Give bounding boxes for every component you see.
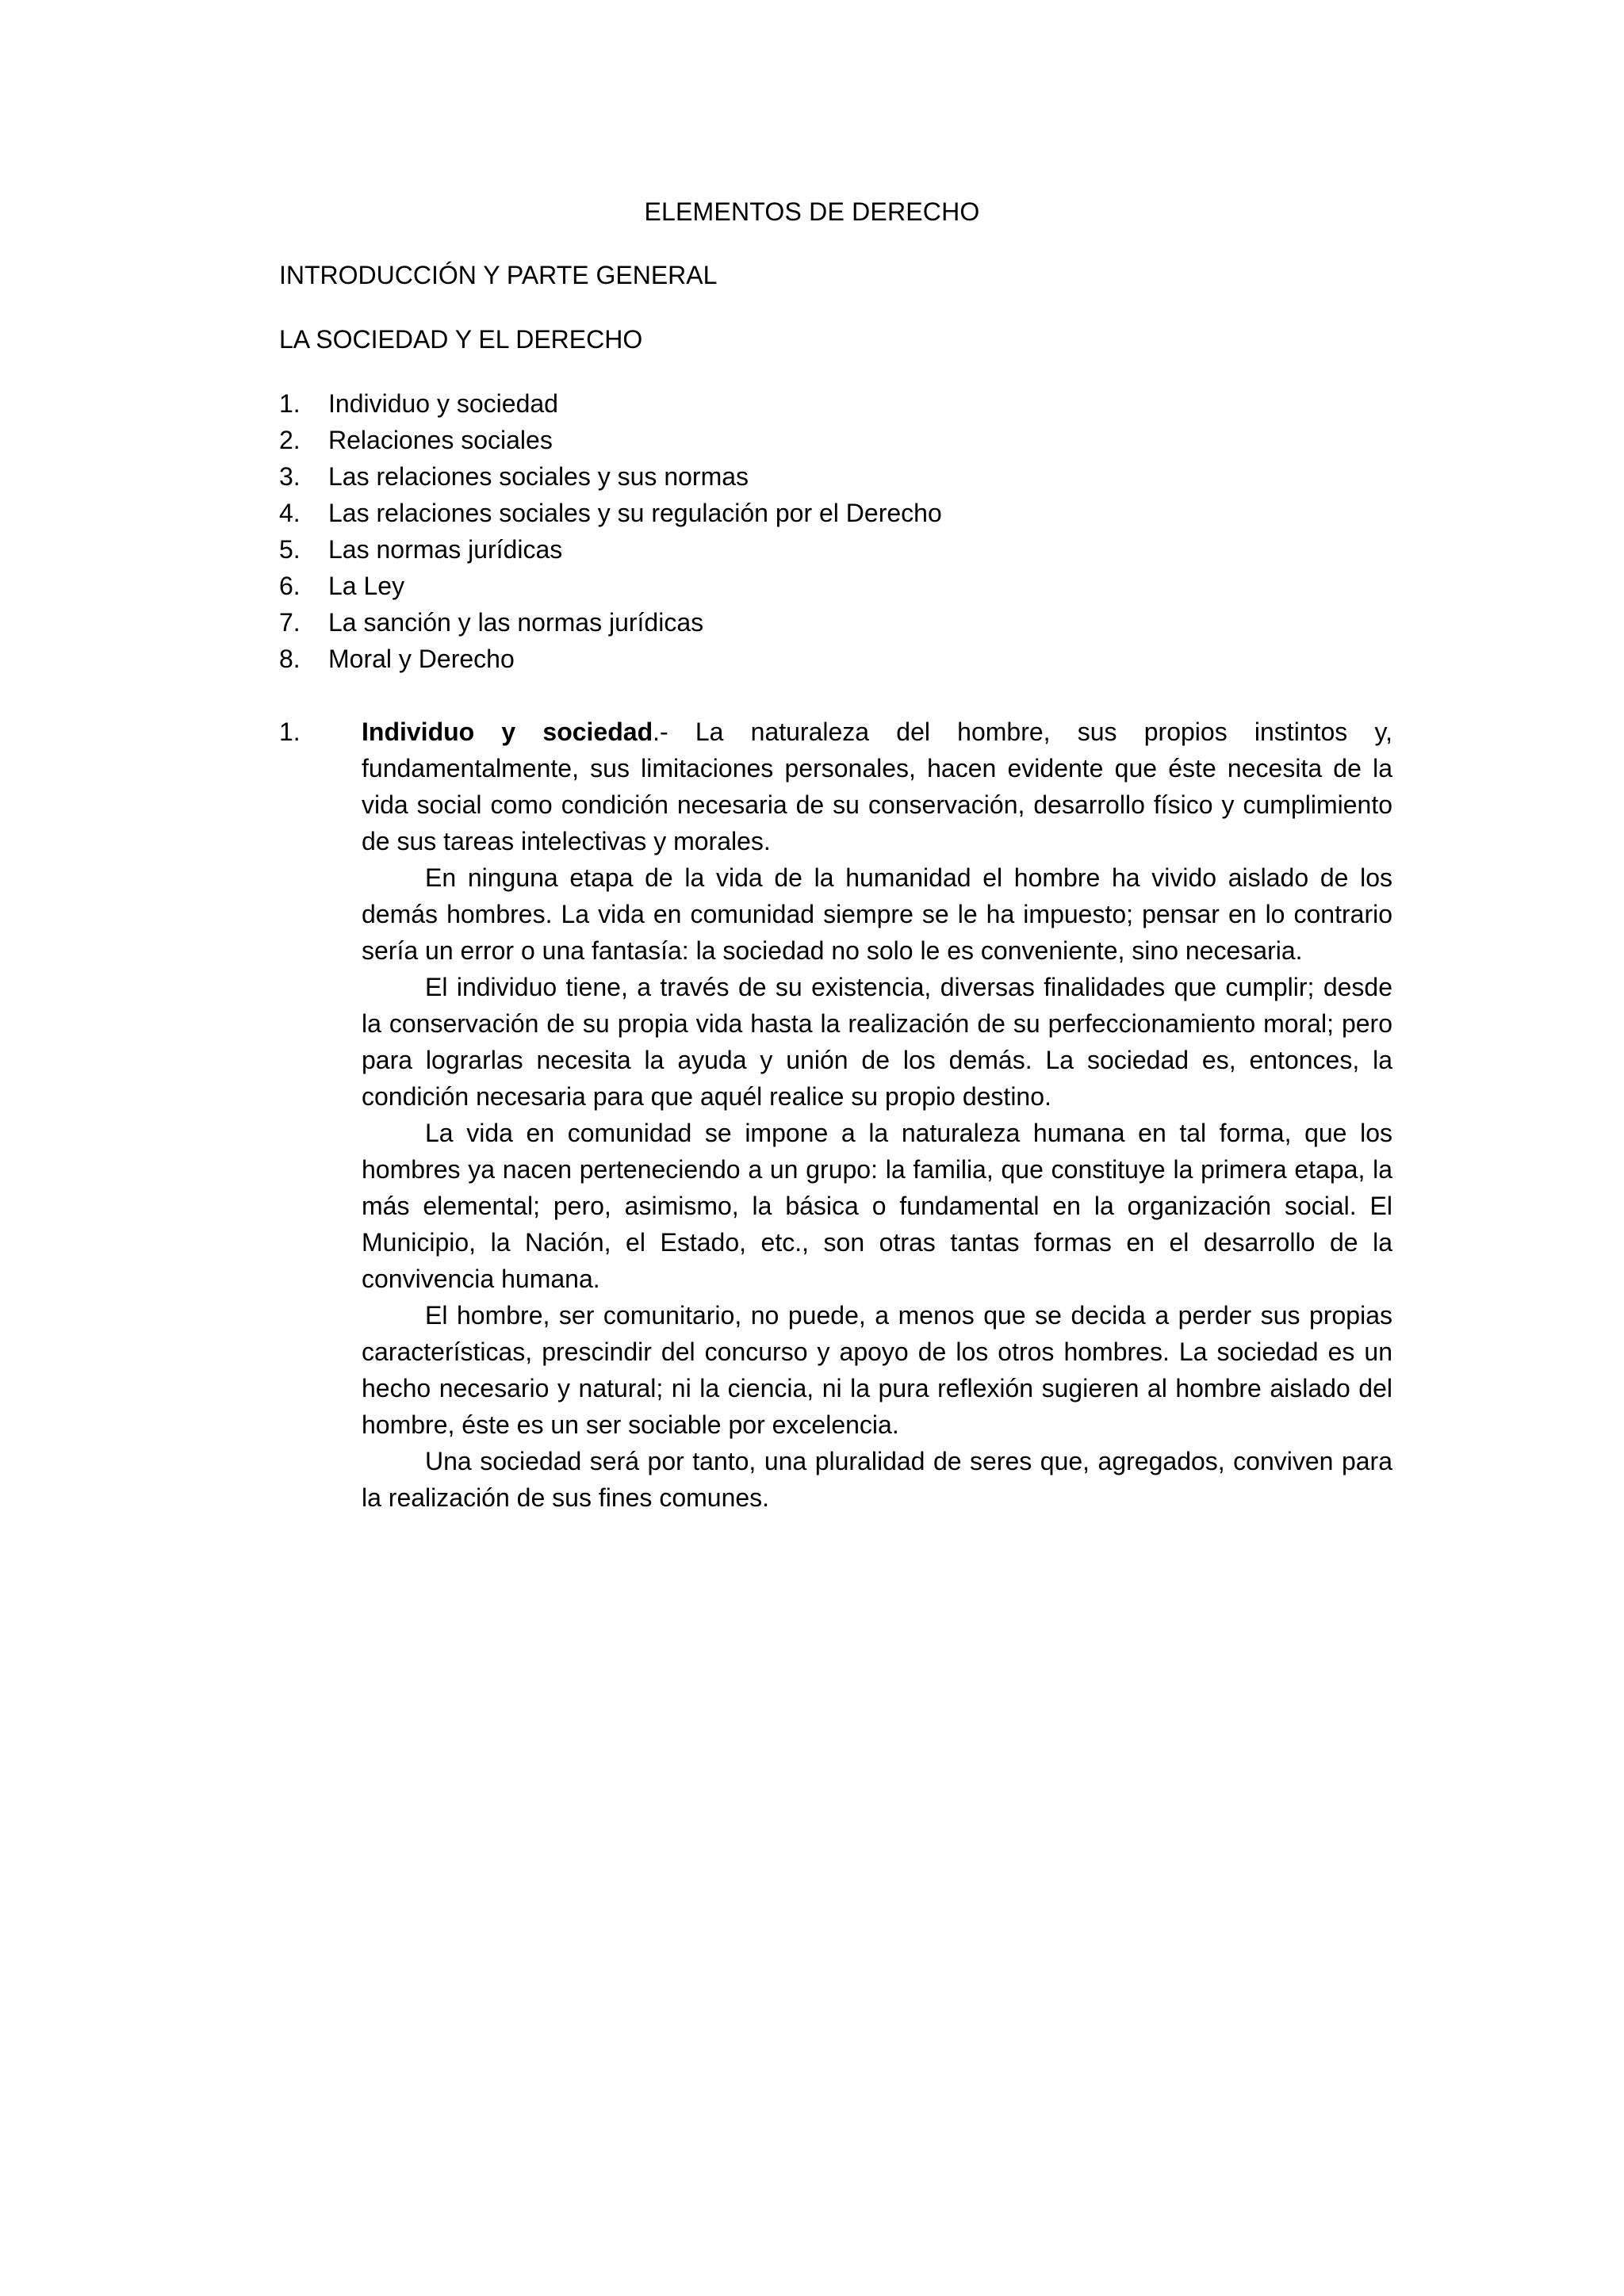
toc-item: [279, 458, 942, 495]
toc-item-number: 5.: [279, 535, 301, 564]
section-number: 1.: [279, 718, 301, 746]
section-lead-paragraph: [362, 714, 1392, 859]
toc-item-label: La sanción y las normas jurídicas: [328, 608, 704, 637]
toc-item: [279, 385, 942, 422]
toc-item-number: 1.: [279, 389, 301, 418]
toc-item-label: Las normas jurídicas: [328, 535, 563, 564]
section-lead-text: .- La naturaleza del hombre, sus propios instintos y, fundamentalmente, sus limitaciones personales, hacen evidente que éste necesita de la vida social como condición necesaria de su conservación, desarrollo físico y cumplimiento de sus tareas intelectivas y morales.: [362, 718, 1392, 855]
body-paragraph: La vida en comunidad se impone a la naturaleza humana en tal forma, que los hombres ya nacen perteneciendo a un grupo: la familia, que constituye la primera etapa, la más elemental; pero, asimismo, la básica o fundamental en la organización social. El Municipio, la Nación, el Estado, etc., son otras tantas formas en el desarrollo de la convivencia humana.: [362, 1119, 1392, 1293]
toc-item-label: La Ley: [328, 572, 405, 600]
toc-item: [279, 495, 942, 531]
toc-item: [279, 641, 942, 677]
toc-item: [279, 604, 942, 641]
body-paragraph: Una sociedad será por tanto, una pluralidad de seres que, agregados, conviven para la realización de sus fines comunes.: [362, 1447, 1392, 1512]
toc-item-label: Las relaciones sociales y su regulación por el Derecho: [328, 499, 942, 527]
toc-item-number: 7.: [279, 608, 301, 637]
toc-item-number: 3.: [279, 462, 301, 491]
toc-item-number: 8.: [279, 645, 301, 673]
body-paragraph: En ninguna etapa de la vida de la humanidad el hombre ha vivido aislado de los demás hombres. La vida en comunidad siempre se le ha impuesto; pensar en lo contrario sería un error o una fantasía: la sociedad no solo le es conveniente, sino necesaria.: [362, 863, 1392, 965]
toc-item: [279, 422, 942, 458]
toc-item: [279, 568, 942, 604]
body-paragraph: El hombre, ser comunitario, no puede, a menos que se decida a perder sus propias características, prescindir del concurso y apoyo de los otros hombres. La sociedad es un hecho necesario y natural; ni la ciencia, ni la pura reflexión sugieren al hombre aislado del hombre, éste es un ser sociable por excelencia.: [362, 1301, 1392, 1439]
document-title: ELEMENTOS DE DERECHO: [644, 197, 980, 226]
toc-item-number: 2.: [279, 426, 301, 454]
toc-item-label: Relaciones sociales: [328, 426, 553, 454]
toc-item-label: Las relaciones sociales y sus normas: [328, 462, 749, 491]
toc-item-label: Moral y Derecho: [328, 645, 515, 673]
toc-item-label: Individuo y sociedad: [328, 389, 558, 418]
section-body: [362, 714, 1392, 1516]
toc-item-number: 4.: [279, 499, 301, 527]
table-of-contents: [279, 385, 942, 677]
section-title: Individuo y sociedad: [362, 718, 653, 746]
body-paragraph: El individuo tiene, a través de su existencia, diversas finalidades que cumplir; desde la conservación de su propia vida hasta la realización de su perfeccionamiento moral; pero para lograrlas necesita la ayuda y unión de los demás. La sociedad es, entonces, la condición necesaria para que aquél realice su propio destino.: [362, 973, 1392, 1111]
chapter-heading: LA SOCIEDAD Y EL DERECHO: [279, 325, 643, 354]
toc-item: [279, 531, 942, 568]
part-heading: INTRODUCCIÓN Y PARTE GENERAL: [279, 261, 718, 289]
toc-item-number: 6.: [279, 572, 301, 600]
